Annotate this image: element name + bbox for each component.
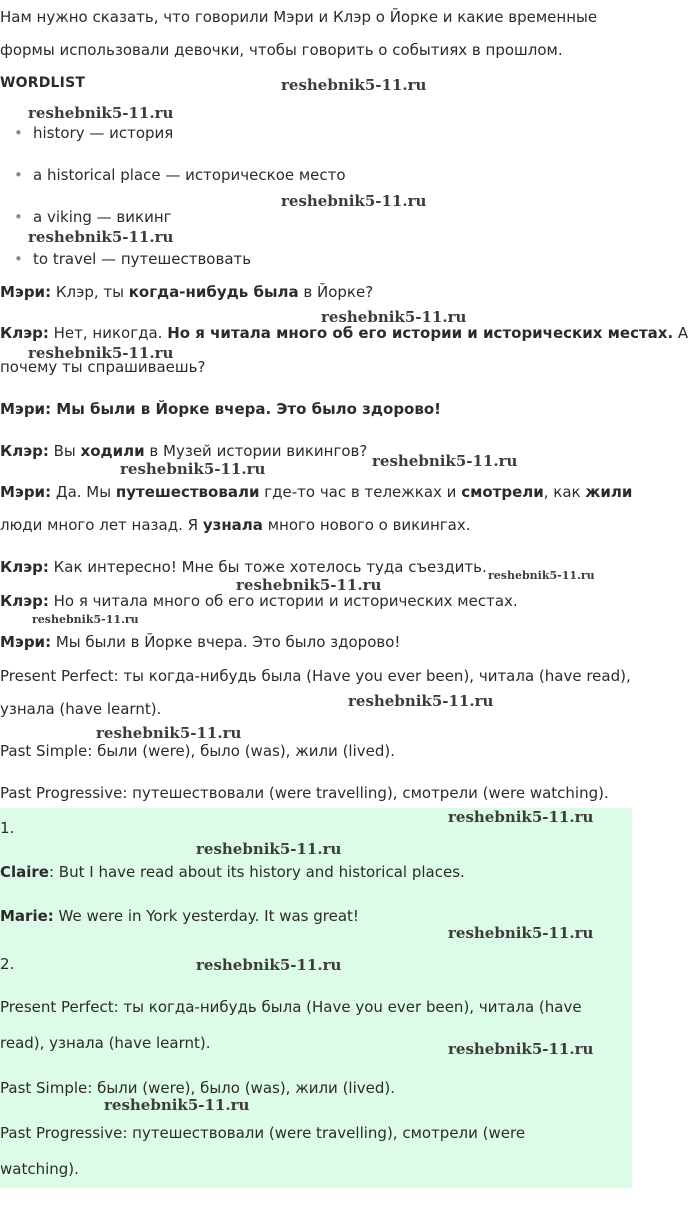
dialog-line (0, 399, 441, 419)
watermark: reshebnik5-11.ru (448, 808, 594, 826)
dialog-line (0, 482, 632, 502)
tense-past-progressive: Past Progressive: путешествовали (were travelling), смотрели (were watching). (0, 784, 609, 802)
watermark: reshebnik5-11.ru (28, 344, 174, 362)
watermark: reshebnik5-11.ru (28, 104, 174, 122)
text-bold: когда-нибудь была (128, 283, 299, 301)
wordlist-item: a viking — викинг (33, 208, 172, 226)
text-bold: путешествовали (115, 483, 260, 501)
dialog-line (0, 557, 487, 577)
watermark: reshebnik5-11.ru (32, 613, 139, 626)
wordlist-item: to travel — путешествовать (33, 250, 252, 268)
text: в Музей истории викингов? (144, 442, 368, 460)
answer-present-perfect-cont: read), узнала (have learnt). (0, 1034, 211, 1052)
watermark: reshebnik5-11.ru (281, 76, 427, 94)
wordlist-item: history — история (33, 124, 174, 142)
text-bold: жили (585, 483, 633, 501)
watermark: reshebnik5-11.ru (104, 1096, 250, 1114)
text: Мы были в Йорке вчера. Это было здорово! (51, 633, 401, 651)
answer-line (0, 906, 359, 926)
tense-present-perfect-cont: узнала (have learnt). (0, 700, 162, 718)
text: Но я читала много об его истории и исторических местах. (48, 592, 518, 610)
text: А (673, 324, 688, 342)
watermark: reshebnik5-11.ru (372, 452, 518, 470)
speaker: Клэр: (0, 558, 49, 576)
text: Да. Мы (51, 483, 116, 501)
text: , как (543, 483, 586, 501)
dialog-line (0, 282, 373, 302)
bullet-icon: • (14, 250, 23, 268)
watermark: reshebnik5-11.ru (28, 228, 174, 246)
dialog-line (0, 632, 400, 652)
watermark: reshebnik5-11.ru (281, 192, 427, 210)
tense-past-simple: Past Simple: были (were), было (was), жили (lived). (0, 742, 396, 760)
speaker: Клэр: (0, 592, 49, 610)
text: много нового о викингах. (262, 516, 471, 534)
answer-present-perfect: Present Perfect: ты когда-нибудь была (Have you ever been), читала (have (0, 998, 582, 1016)
text-bold: смотрели (461, 483, 544, 501)
watermark: reshebnik5-11.ru (120, 460, 266, 478)
bullet-icon: • (14, 124, 23, 142)
watermark: reshebnik5-11.ru (321, 308, 467, 326)
dialog-line-cont: почему ты спрашиваешь? (0, 358, 206, 376)
watermark: reshebnik5-11.ru (236, 576, 382, 594)
text-bold: узнала (202, 516, 263, 534)
speaker: Клэр: (0, 324, 49, 342)
text-bold: Мы были в Йорке вчера. Это было здорово! (51, 400, 441, 418)
watermark: reshebnik5-11.ru (196, 840, 342, 858)
text: We were in York yesterday. It was great! (53, 907, 359, 925)
text: Вы (48, 442, 81, 460)
dialog-line (0, 441, 367, 461)
watermark: reshebnik5-11.ru (448, 924, 594, 942)
speaker: Мэри: (0, 483, 52, 501)
watermark: reshebnik5-11.ru (196, 956, 342, 974)
wordlist-title: WORDLIST (0, 75, 86, 91)
watermark: reshebnik5-11.ru (448, 1040, 594, 1058)
answer-past-progressive-cont: watching). (0, 1160, 79, 1178)
text: в Йорке? (298, 283, 374, 301)
text: Как интересно! Мне бы тоже хотелось туда съездить. (48, 558, 487, 576)
answer-number-2: 2. (0, 955, 15, 973)
watermark: reshebnik5-11.ru (488, 569, 595, 582)
speaker: Мэри: (0, 400, 52, 418)
answer-past-progressive: Past Progressive: путешествовали (were travelling), смотрели (were (0, 1124, 526, 1142)
watermark: reshebnik5-11.ru (96, 724, 242, 742)
bullet-icon: • (14, 208, 23, 226)
intro-line-2: формы использовали девочки, чтобы говорить о событиях в прошлом. (0, 41, 563, 59)
speaker: Claire (0, 863, 49, 881)
bullet-icon: • (14, 166, 23, 184)
intro-line-1: Нам нужно сказать, что говорили Мэри и Клэр о Йорке и какие временные (0, 8, 598, 26)
watermark: reshebnik5-11.ru (348, 692, 494, 710)
answer-number-1: 1. (0, 819, 15, 837)
text: люди много лет назад. Я (0, 516, 203, 534)
tense-present-perfect: Present Perfect: ты когда-нибудь была (Have you ever been), читала (have read), (0, 667, 631, 685)
speaker: Мэри: (0, 633, 52, 651)
dialog-line (0, 591, 518, 611)
text-bold: Но я читала много об его истории и исторических местах. (167, 324, 674, 342)
text: Клэр, ты (51, 283, 129, 301)
speaker: Клэр: (0, 442, 49, 460)
speaker: Мэри: (0, 283, 52, 301)
dialog-line (0, 323, 688, 343)
answer-line (0, 862, 465, 882)
text-bold: ходили (80, 442, 145, 460)
speaker: Marie: (0, 907, 54, 925)
text: : But I have read about its history and historical places. (48, 863, 465, 881)
text: Нет, никогда. (48, 324, 168, 342)
dialog-line-cont (0, 515, 471, 535)
wordlist-item: a historical place — историческое место (33, 166, 346, 184)
text: где-то час в тележках и (259, 483, 462, 501)
answer-past-simple: Past Simple: были (were), было (was), жили (lived). (0, 1079, 396, 1097)
